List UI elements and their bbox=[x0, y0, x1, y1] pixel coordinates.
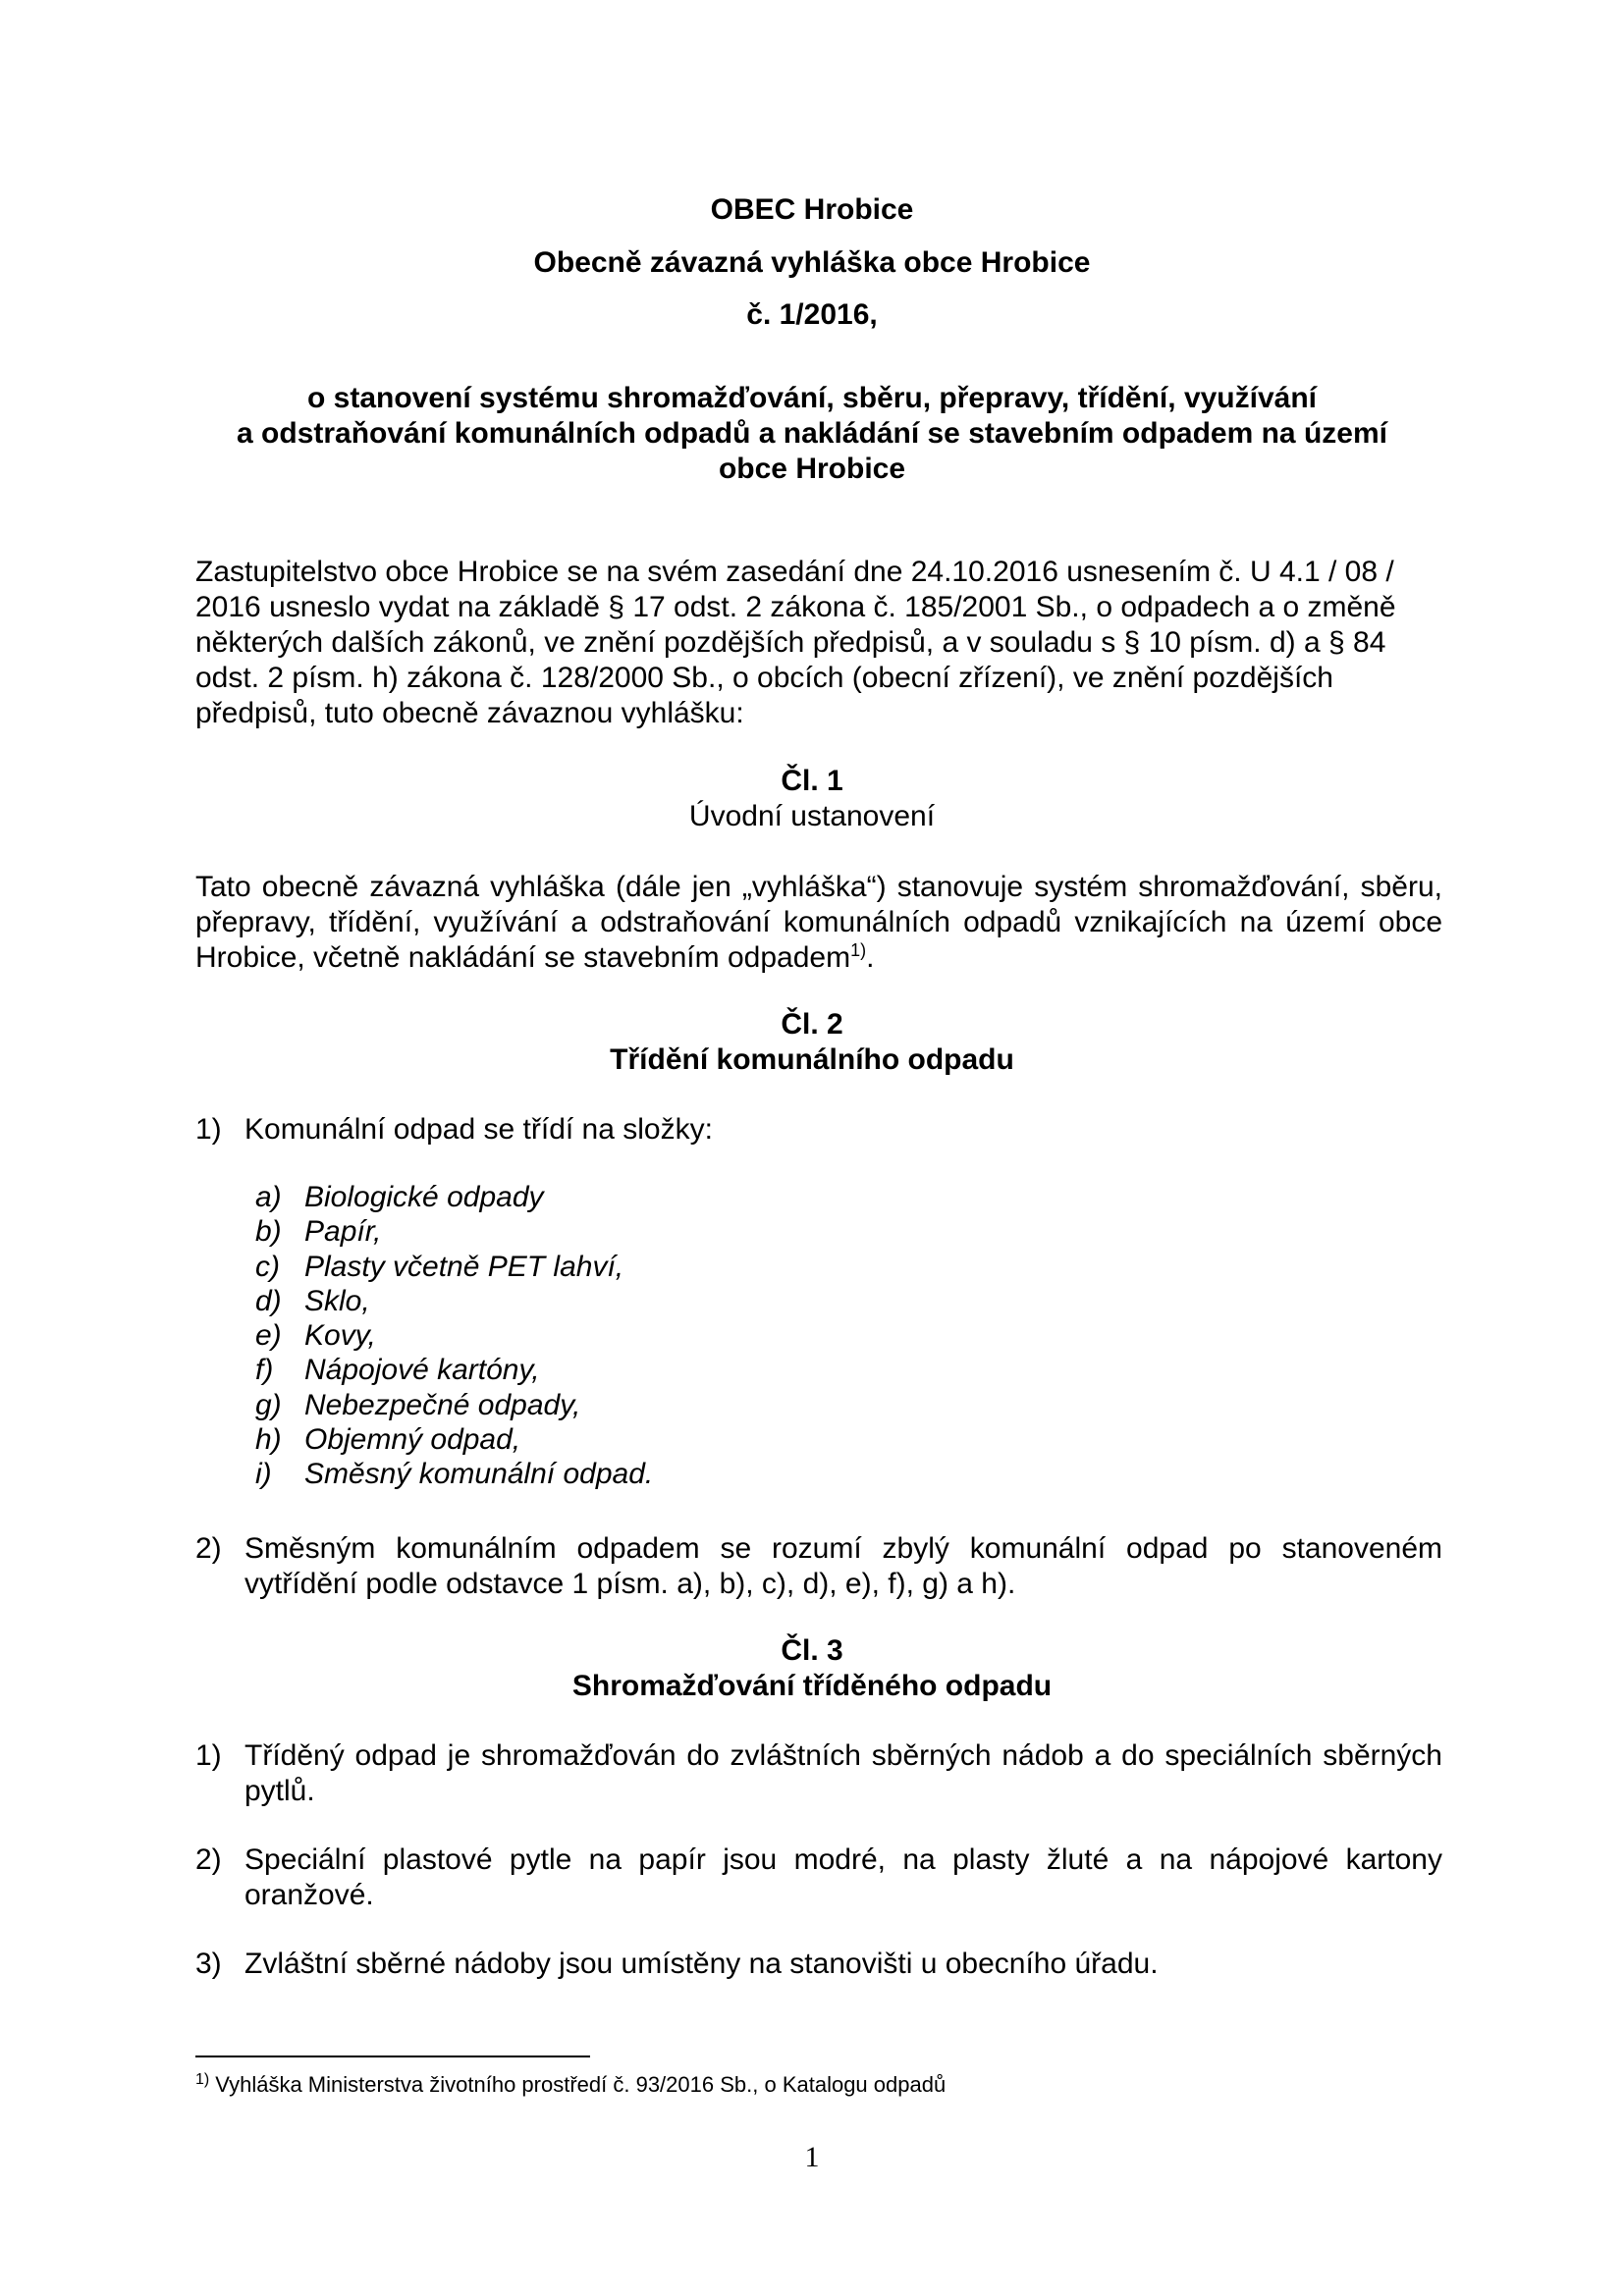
list-letter: a) bbox=[255, 1181, 282, 1213]
municipality-heading: OBEC Hrobice bbox=[710, 193, 914, 226]
list-letter: h) bbox=[255, 1423, 282, 1457]
subject-line-2: a odstraňování komunálních odpadů a nakládání se stavebním odpadem na území bbox=[237, 417, 1387, 450]
footnote-mark: 1) bbox=[195, 2070, 210, 2088]
article-1-title-text: Úvodní ustanovení bbox=[688, 800, 936, 832]
document-number: č. 1/2016, bbox=[746, 298, 878, 331]
list-letter: i) bbox=[255, 1458, 272, 1491]
article-1-number: Čl. 1 bbox=[781, 765, 843, 797]
item-text: Komunální odpad se třídí na složky: bbox=[244, 1113, 713, 1146]
article-1-text-end: . bbox=[866, 941, 875, 974]
list-text: Plasty včetně PET lahví, bbox=[304, 1250, 624, 1283]
article-2-title: Třídění komunálního odpadu bbox=[610, 1043, 1014, 1076]
list-text: Kovy, bbox=[304, 1319, 376, 1353]
footnote-separator bbox=[195, 2056, 590, 2057]
list-letter: b) bbox=[255, 1215, 282, 1249]
page-number: 1 bbox=[804, 2141, 820, 2173]
list-letter: c) bbox=[255, 1250, 280, 1283]
list-text: Sklo, bbox=[304, 1284, 370, 1317]
item-number: 3) bbox=[195, 1948, 222, 1980]
list-letter: d) bbox=[255, 1284, 282, 1317]
list-text: Papír, bbox=[304, 1215, 382, 1249]
article-3-number: Čl. 3 bbox=[781, 1634, 843, 1667]
list-text: Nebezpečné odpady, bbox=[304, 1388, 581, 1421]
list-letter: e) bbox=[255, 1319, 282, 1353]
document-type-heading: Obecně závazná vyhláška obce Hrobice bbox=[533, 246, 1091, 279]
article-1-title bbox=[196, 799, 1428, 834]
item-text: Zvláštní sběrné nádoby jsou umístěny na stanovišti u obecního úřadu. bbox=[244, 1948, 1159, 1980]
subject-line-3: obce Hrobice bbox=[718, 453, 906, 485]
footnote-text: Vyhláška Ministerstva životního prostředí č. 93/2016 Sb., o Katalogu odpadů bbox=[215, 2072, 947, 2097]
list-text: Biologické odpady bbox=[304, 1181, 544, 1213]
article-1-paragraph bbox=[195, 870, 1442, 976]
item-text: Speciální plastové pytle na papír jsou modré, na plasty žluté a na nápojové kartony oranžové. bbox=[244, 1843, 1442, 1911]
list-letter: f) bbox=[255, 1354, 274, 1387]
item-text: Tříděný odpad je shromažďován do zvláštních sběrných nádob a do speciálních sběrných pytlů. bbox=[244, 1739, 1442, 1807]
footnote bbox=[195, 2071, 946, 2099]
subject-line-1: o stanovení systému shromažďování, sběru, přepravy, třídění, využívání bbox=[307, 382, 1317, 414]
item-number: 2) bbox=[195, 1532, 222, 1565]
item-number: 2) bbox=[195, 1843, 222, 1876]
footnote-reference: 1) bbox=[850, 940, 867, 960]
list-letter: g) bbox=[255, 1388, 282, 1421]
list-text: Směsný komunální odpad. bbox=[304, 1458, 654, 1491]
article-3-title: Shromažďování tříděného odpadu bbox=[571, 1670, 1053, 1702]
item-number: 1) bbox=[195, 1739, 222, 1772]
list-text: Nápojové kartóny, bbox=[304, 1354, 540, 1387]
preamble-paragraph: Zastupitelstvo obce Hrobice se na svém zasedání dne 24.10.2016 usnesením č. U 4.1 / 08 / 2016 usneslo vydat na základě § 17 odst. 2 zákona č. 185/2001 Sb., o odpadech a o změně některých dalších zákonů, ve znění pozdějších předpisů, a v souladu s § 10 písm. d) a § 84 odst. 2 písm. h) zákona č. 128/2000 Sb., o obcích (obecní zřízení), ve znění pozdějších předpisů, tuto obecně závaznou vyhlášku: bbox=[195, 556, 1396, 729]
article-1-text: Tato obecně závazná vyhláška (dále jen „vyhláška“) stanovuje systém shromažďování, sběru, přepravy, třídění, využívání a odstraňování komunálních odpadů vznikajících na území obce Hrobice, včetně nakládání se stavebním odpadem bbox=[195, 871, 1442, 974]
item-text: Směsným komunálním odpadem se rozumí zbylý komunální odpad po stanoveném vytřídění podle odstavce 1 písm. a), b), c), d), e), f), g) a h). bbox=[244, 1532, 1442, 1600]
item-number: 1) bbox=[195, 1113, 222, 1146]
list-text: Objemný odpad, bbox=[304, 1423, 521, 1457]
article-2-number: Čl. 2 bbox=[781, 1008, 843, 1041]
